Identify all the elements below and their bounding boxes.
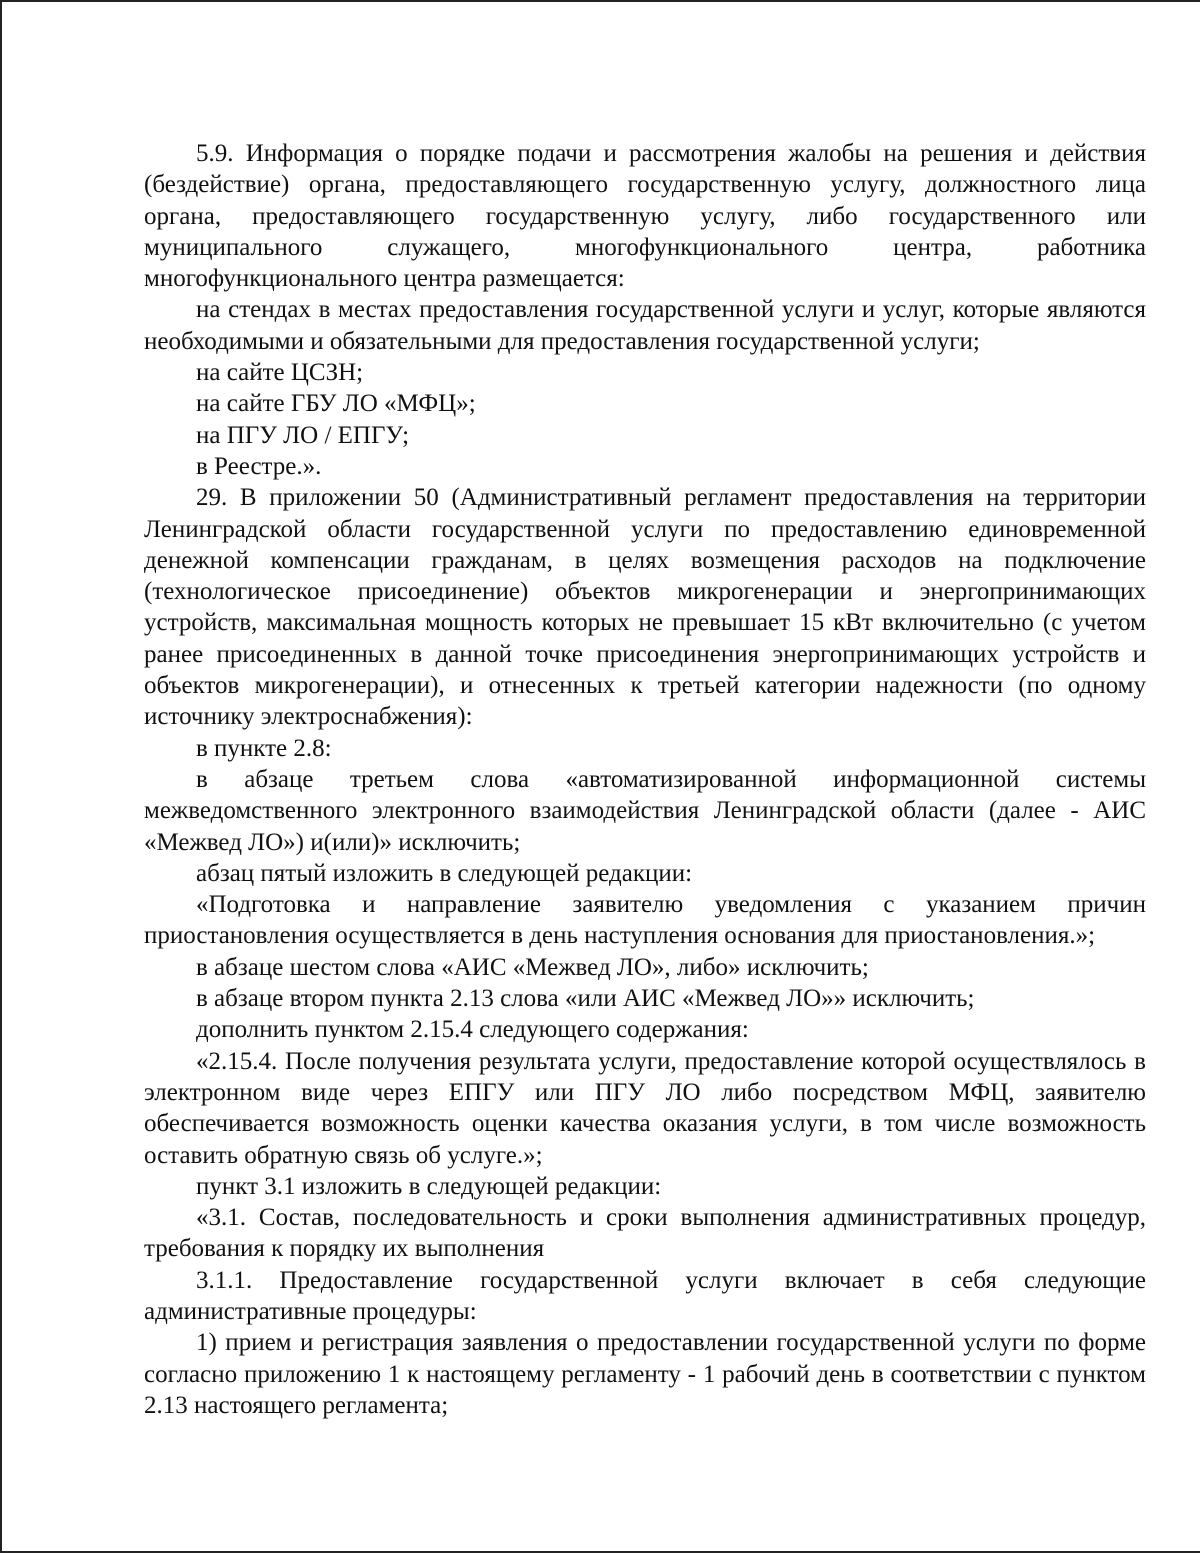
paragraph-sixth-abzac: в абзаце шестом слова «АИС «Межвед ЛО», либо» исключить; — [196, 953, 869, 981]
paragraph-clause-3-1: пункт 3.1 изложить в следующей редакции: — [196, 1172, 662, 1200]
paragraph-third-abzac: в абзаце третьем слова «автоматизированной информационной системы межведомственного электронного взаимодействия Ленинградской области (далее - АИС «Межвед ЛО») и(или)» исключить; — [144, 765, 1146, 856]
paragraph-add-2-15-4: дополнить пунктом 2.15.4 следующего содержания: — [196, 1016, 749, 1044]
paragraph-stands: на стендах в местах предоставления государственной услуги и услуг, которые являются необходимыми и обязательными для предоставления государственной услуги; — [144, 296, 1146, 355]
paragraph-2-15-4-text: «2.15.4. После получения результата услуги, предоставление которой осуществлялось в электронном виде через ЕПГУ или ПГУ ЛО либо посредством МФЦ, заявителю обеспечивается возможность оценки качества оказания услуги, в том числе возможность оставить обратную связь об услуге.»; — [144, 1047, 1146, 1169]
paragraph-clause-2-13: в абзаце втором пункта 2.13 слова «или АИС «Межвед ЛО»» исключить; — [196, 985, 975, 1013]
paragraph-procedure-1: 1) прием и регистрация заявления о предоставлении государственной услуги по форме согласно приложению 1 к настоящему регламенту - 1 рабочий день в соответствии с пунктом 2.13 настоящего регламента; — [144, 1329, 1146, 1419]
paragraph-suspension-notice: «Подготовка и направление заявителю уведомления с указанием причин приостановления осуществляется в день наступления основания для приостановления.»; — [144, 891, 1146, 950]
document-body — [144, 138, 1146, 1421]
paragraph-fifth-abzac: абзац пятый изложить в следующей редакции: — [196, 859, 693, 887]
paragraph-cszn-site: на сайте ЦСЗН; — [196, 359, 364, 387]
paragraph-mfc-site: на сайте ГБУ ЛО «МФЦ»; — [196, 390, 476, 418]
paragraph-29-appendix-50: 29. В приложении 50 (Административный регламент предоставления на территории Ленинградской области государственной услуги по предоставлению единовременной денежной компенсации гражданам, в целях возмещения расходов на подключение (технологическое присоединение) объектов микрогенерации и энергопринимающих устройств, максимальная мощность которых не превышает 15 кВт включительно (с учетом ранее присоединенных в данной точке присоединения энергопринимающих устройств и объектов микрогенерации), и отнесенных к третьей категории надежности (по одному источнику электроснабжения): — [144, 484, 1146, 731]
paragraph-registry: в Реестре.». — [196, 452, 322, 480]
paragraph-3-1-text: «3.1. Состав, последовательность и сроки выполнения административных процедур, требования к порядку их выполнения — [144, 1204, 1146, 1263]
paragraph-5-9-complaint-info: 5.9. Информация о порядке подачи и рассмотрения жалобы на решения и действия (бездействие) органа, предоставляющего государственную услугу, должностного лица органа, предоставляющего государственную услугу, либо государственного или муниципального служащего, многофункционального центра, работника многофункционального центра размещается: — [144, 140, 1146, 293]
paragraph-3-1-1-text: 3.1.1. Предоставление государственной услуги включает в себя следующие административные процедуры: — [144, 1266, 1146, 1325]
paragraph-pgu-epgu: на ПГУ ЛО / ЕПГУ; — [196, 421, 410, 449]
paragraph-clause-2-8: в пункте 2.8: — [196, 734, 332, 762]
